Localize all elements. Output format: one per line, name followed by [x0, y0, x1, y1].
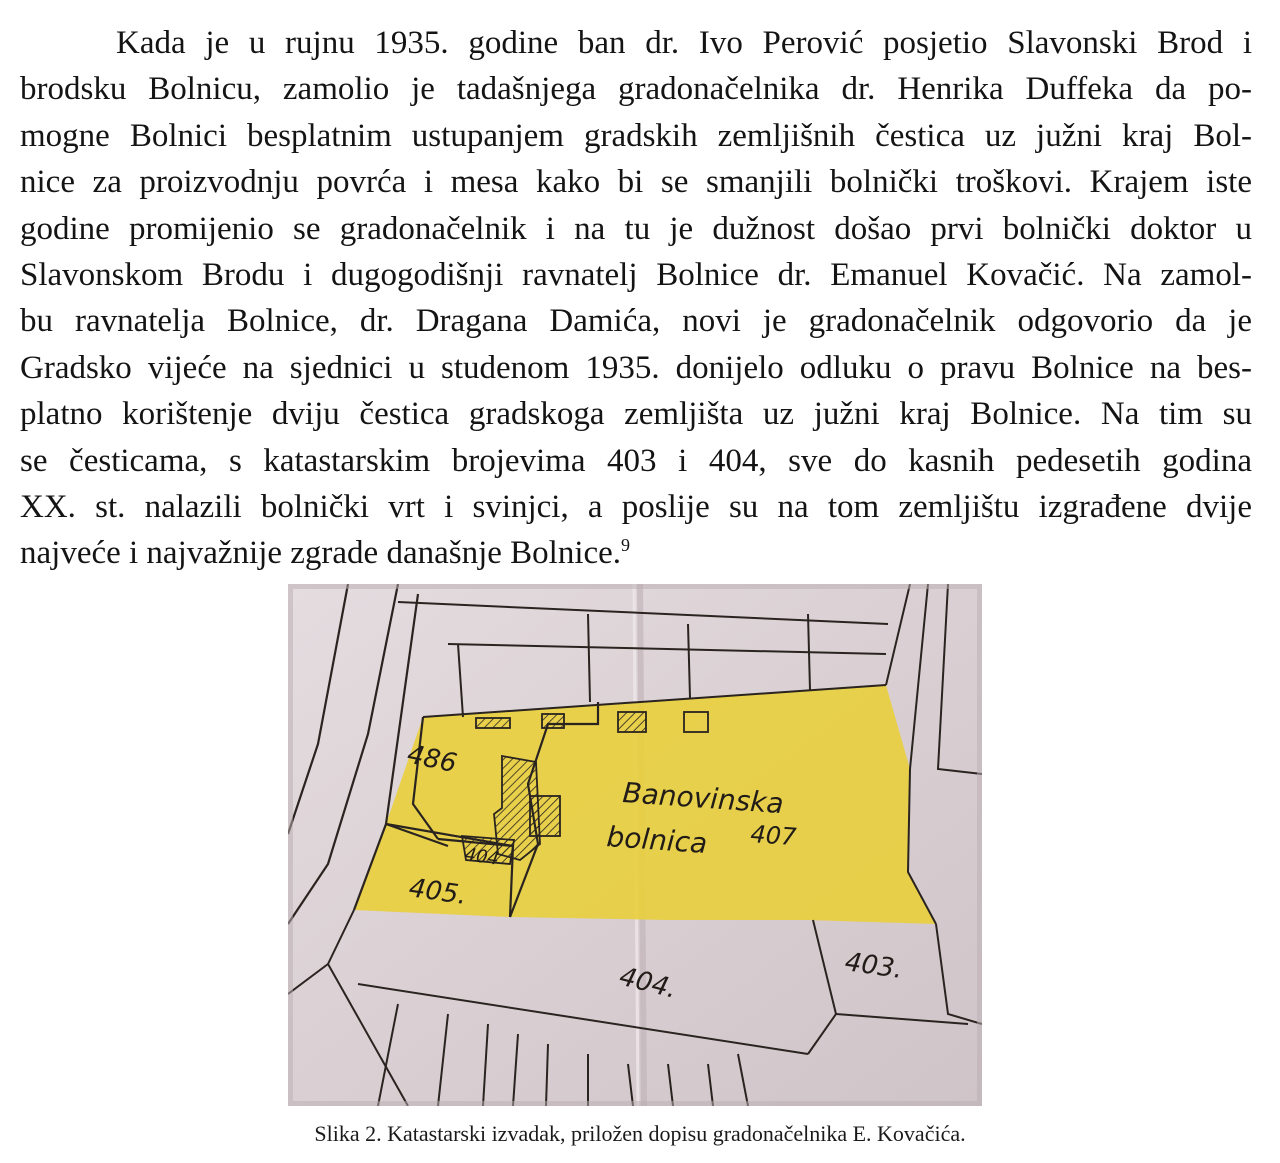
- paragraph-line: platno korištenje dviju čestica gradskoga zemljišta uz južni kraj Bolnice. Na tim su: [20, 396, 1252, 433]
- label-hospital-name-1: Banovinska: [621, 776, 785, 821]
- paragraph-line: Kada je u rujnu 1935. godine ban dr. Ivo Perović posjetio Slavonski Brod i: [116, 25, 1252, 61]
- building-east: [530, 796, 560, 836]
- label-parcel-404-small: 404: [463, 844, 501, 870]
- paragraph-line: brodsku Bolnicu, zamolio je tadašnjega gradonačelnika dr. Henrika Duffeka da po-: [20, 71, 1252, 108]
- paragraph-line: se česticama, s katastarskim brojevima 403 i 404, sve do kasnih pedesetih godina: [20, 442, 1252, 479]
- paragraph-line: Gradsko vijeće na sjednici u studenom 1935. donijelo odluku o pravu Bolnice na bes-: [20, 349, 1252, 386]
- cadastral-map-photo: [288, 584, 982, 1106]
- paragraph-line-last: [20, 530, 1252, 576]
- cadastral-map-drawing: [288, 584, 982, 1106]
- paragraph-line: bu ravnatelja Bolnice, dr. Dragana Damića, novi je gradonačelnik odgovorio da je: [20, 303, 1252, 340]
- label-hospital-name-2: bolnica: [605, 820, 709, 861]
- paragraph-line: mogne Bolnici besplatnim ustupanjem gradskih zemljišnih čestica uz južni kraj Bol-: [20, 117, 1252, 154]
- body-paragraph: [20, 20, 1252, 577]
- figure-caption: Slika 2. Katastarski izvadak, priložen dopisu gradonačelnika E. Kovačića.: [314, 1121, 966, 1146]
- building-small-1: [476, 718, 510, 728]
- paragraph-line: nice za proizvodnju povrća i mesa kako bi se smanjili bolnički troškovi. Krajem iste: [20, 164, 1252, 201]
- paragraph-line: XX. st. nalazili bolnički vrt i svinjci, a poslije su na tom zemljištu izgrađene dvije: [20, 488, 1252, 525]
- label-parcel-404: 404.: [616, 961, 680, 1005]
- building-small-3: [618, 712, 646, 732]
- label-parcel-403: 403.: [843, 947, 905, 985]
- paragraph-line: godine promijenio se gradonačelnik i na tu je dužnost došao prvi bolnički doktor u: [20, 210, 1252, 247]
- label-parcel-405: 405.: [407, 873, 469, 911]
- footnote-marker: 9: [621, 535, 631, 556]
- paragraph-last-text: najveće i najvažnije zgrade današnje Bolnice.: [20, 535, 622, 572]
- label-parcel-407: 407: [749, 820, 798, 852]
- paragraph-line: Slavonskom Brodu i dugogodišnji ravnatelj Bolnice dr. Emanuel Kovačić. Na zamol-: [20, 256, 1252, 293]
- building-small-2: [542, 714, 564, 728]
- label-parcel-486: 486: [404, 739, 460, 780]
